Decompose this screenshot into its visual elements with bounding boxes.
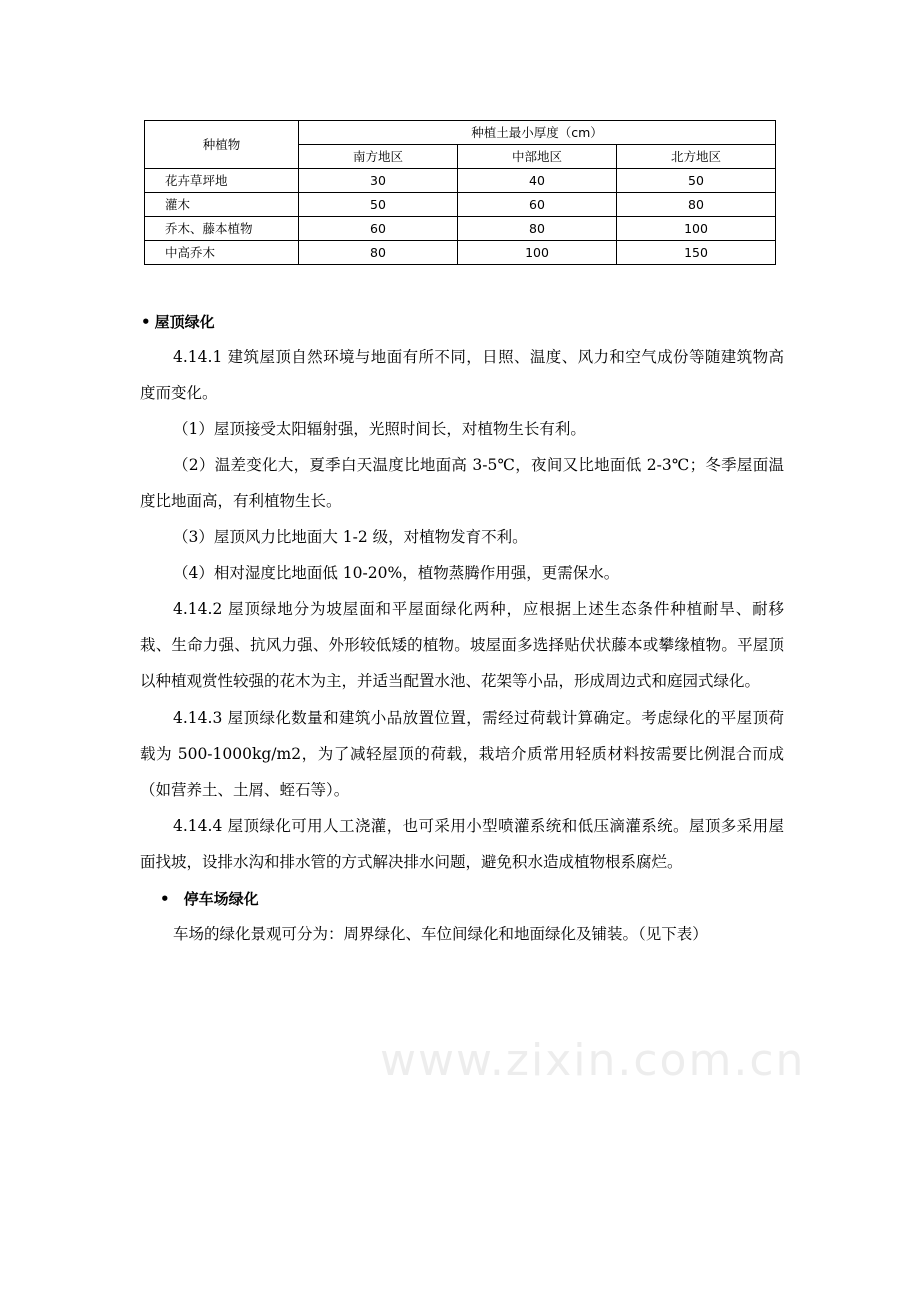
table-row	[145, 241, 776, 265]
header-thickness-group: 种植土最小厚度（cm）	[299, 121, 776, 145]
list-item: （2）温差变化大，夏季白天温度比地面高 3-5℃，夜间又比地面低 2-3℃；冬季屋面温度比地面高，有利植物生长。	[140, 456, 784, 510]
heading-parking-title: 停车场绿化	[183, 890, 259, 908]
table-header-row	[145, 121, 776, 145]
row-value: 40	[458, 169, 617, 193]
table-row	[145, 169, 776, 193]
table-row	[145, 193, 776, 217]
header-region-central: 中部地区	[458, 145, 617, 169]
heading-roof-greening	[141, 311, 215, 332]
row-value: 100	[458, 241, 617, 265]
bullet-icon: •	[141, 313, 151, 331]
heading-roof-title: 屋顶绿化	[154, 313, 215, 331]
row-value: 150	[617, 241, 776, 265]
para-4-14-1: 4.14.1 建筑屋顶自然环境与地面有所不同，日照、温度、风力和空气成份等随建筑物高度而变化。	[140, 348, 784, 402]
list-item: （1）屋顶接受太阳辐射强，光照时间长，对植物生长有利。	[173, 420, 586, 438]
row-value: 80	[299, 241, 458, 265]
header-region-south: 南方地区	[299, 145, 458, 169]
row-plant: 灌木	[145, 193, 299, 217]
header-region-north: 北方地区	[617, 145, 776, 169]
row-value: 100	[617, 217, 776, 241]
row-value: 80	[458, 217, 617, 241]
para-parking: 车场的绿化景观可分为：周界绿化、车位间绿化和地面绿化及铺装。（见下表）	[173, 925, 708, 943]
list-item: （3）屋顶风力比地面大 1-2 级，对植物发育不利。	[173, 528, 528, 546]
row-value: 60	[299, 217, 458, 241]
para-4-14-3: 4.14.3 屋顶绿化数量和建筑小品放置位置，需经过荷载计算确定。考虑绿化的平屋顶荷载为 500-1000kg/m2，为了减轻屋顶的荷载，栽培介质常用轻质材料按需要比例混合而成（如营养土、土屑、蛭石等）。	[140, 709, 784, 799]
row-value: 60	[458, 193, 617, 217]
para-4-14-2: 4.14.2 屋顶绿地分为坡屋面和平屋面绿化两种，应根据上述生态条件种植耐旱、耐移栽、生命力强、抗风力强、外形较低矮的植物。坡屋面多选择贴伏状藤本或攀缘植物。平屋顶以种植观赏性较强的花木为主，并适当配置水池、花架等小品，形成周边式和庭园式绿化。	[140, 600, 784, 690]
list-item: （4）相对湿度比地面低 10-20%，植物蒸腾作用强，更需保水。	[173, 564, 620, 582]
row-value: 30	[299, 169, 458, 193]
row-value: 80	[617, 193, 776, 217]
row-plant: 中高乔木	[145, 241, 299, 265]
watermark: www.zixin.com.cn	[380, 1035, 806, 1086]
row-plant: 乔木、藤本植物	[145, 217, 299, 241]
table-row	[145, 217, 776, 241]
row-plant: 花卉草坪地	[145, 169, 299, 193]
heading-parking-greening	[160, 888, 259, 909]
header-plant: 种植物	[145, 121, 299, 169]
row-value: 50	[617, 169, 776, 193]
soil-thickness-table	[144, 120, 776, 265]
row-value: 50	[299, 193, 458, 217]
bullet-icon: •	[160, 890, 170, 908]
para-4-14-4: 4.14.4 屋顶绿化可用人工浇灌，也可采用小型喷灌系统和低压滴灌系统。屋顶多采用屋面找坡，设排水沟和排水管的方式解决排水问题，避免积水造成植物根系腐烂。	[140, 817, 784, 871]
